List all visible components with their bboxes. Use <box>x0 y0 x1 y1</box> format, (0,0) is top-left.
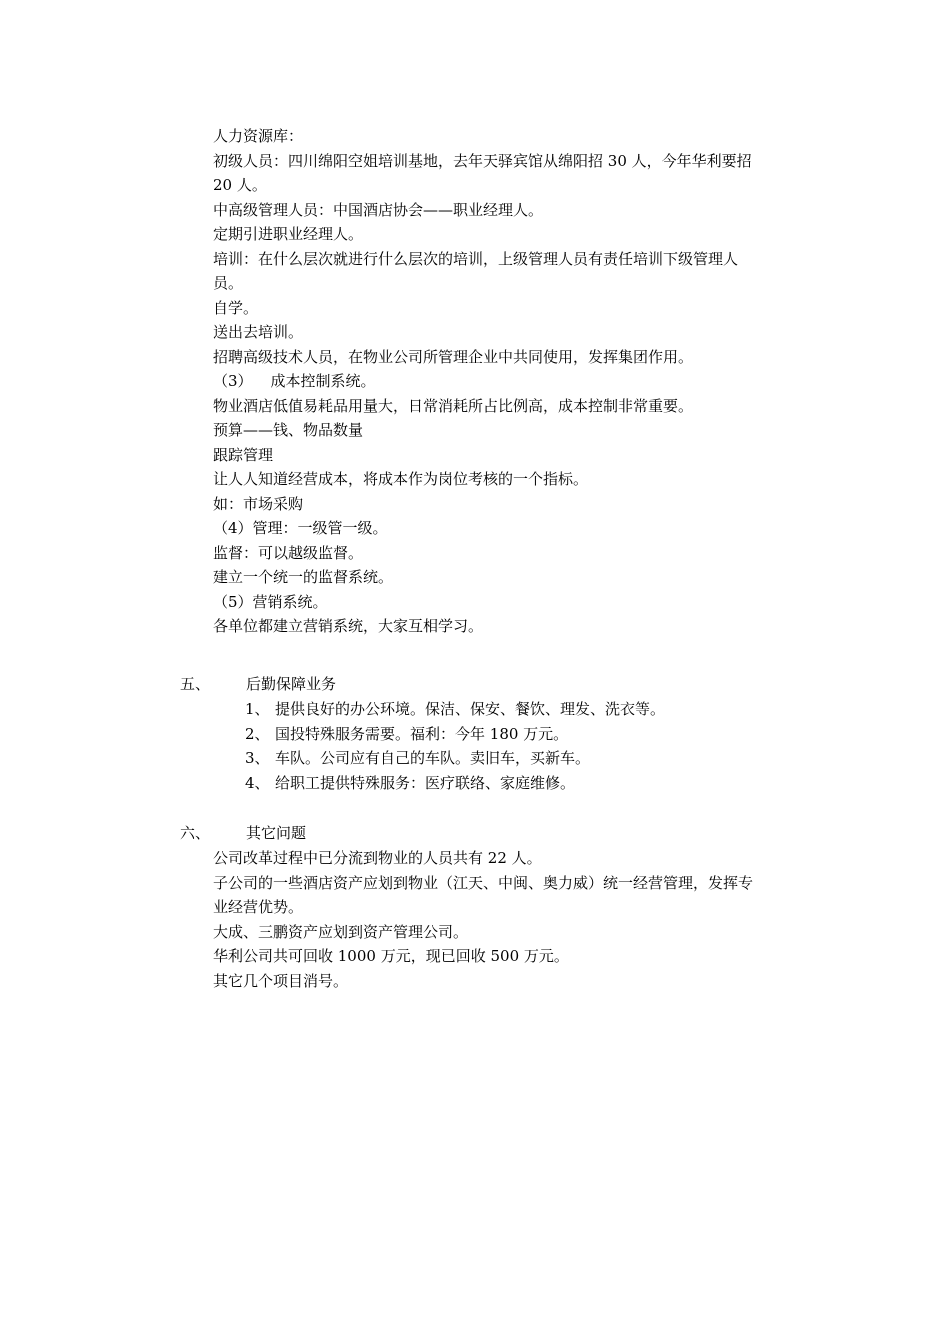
cost-number: （3） <box>213 372 253 390</box>
section6-number: 六、 <box>180 824 211 842</box>
item-number: 4、 <box>245 774 270 792</box>
hr-section <box>213 124 813 639</box>
item-number: 2、 <box>245 725 270 743</box>
cost-heading <box>213 369 813 394</box>
cost-line5: 如：市场采购 <box>213 494 304 513</box>
cost-title: 成本控制系统。 <box>270 372 376 390</box>
cost-line2: 预算——钱、物品数量 <box>213 421 364 439</box>
hr-recruit: 招聘高级技术人员，在物业公司所管理企业中共同使用，发挥集团作用。 <box>213 347 694 366</box>
list-item <box>245 746 590 771</box>
manage-line3: 建立一个统一的监督系统。 <box>213 568 394 586</box>
section6-heading <box>180 821 306 846</box>
section6-line3: 业经营优势。 <box>213 898 304 916</box>
section6-line6: 其它几个项目消号。 <box>213 971 349 990</box>
item-text: 车队。公司应有自己的车队。卖旧车，买新车。 <box>275 749 591 767</box>
item-number: 1、 <box>245 700 270 718</box>
section5-number: 五、 <box>180 675 211 693</box>
cost-line1: 物业酒店低值易耗品用量大，日常消耗所占比例高，成本控制非常重要。 <box>213 396 694 415</box>
hr-training-line1: 培训：在什么层次就进行什么层次的培训，上级管理人员有责任培训下级管理人 <box>213 249 739 268</box>
hr-self-study: 自学。 <box>213 298 259 317</box>
section6-title: 其它问题 <box>246 824 307 842</box>
marketing-line2: 各单位都建立营销系统，大家互相学习。 <box>213 617 484 635</box>
cost-line4: 让人人知道经营成本，将成本作为岗位考核的一个指标。 <box>213 470 589 488</box>
section5-title: 后勤保障业务 <box>246 675 337 693</box>
section6-line5: 华利公司共可回收 1000 万元，现已回收 500 万元。 <box>213 947 569 965</box>
section6-body <box>213 846 813 993</box>
manage-heading: （4）管理：一级管一级。 <box>213 519 388 537</box>
section5-heading <box>180 672 336 697</box>
item-text: 提供良好的办公环境。保洁、保安、餐饮、理发、洗衣等。 <box>275 700 666 718</box>
hr-title: 人力资源库： <box>213 127 304 145</box>
list-item <box>245 722 568 747</box>
hr-send-out: 送出去培训。 <box>213 323 304 341</box>
section6-line4: 大成、三鹏资产应划到资产管理公司。 <box>213 922 469 941</box>
section6-line1: 公司改革过程中已分流到物业的人员共有 22 人。 <box>213 849 542 867</box>
manage-line2: 监督：可以越级监督。 <box>213 543 364 562</box>
cost-line3: 跟踪管理 <box>213 445 274 464</box>
hr-junior-line2: 20 人。 <box>213 176 267 194</box>
list-item <box>245 697 665 722</box>
hr-junior-line1: 初级人员：四川绵阳空姐培训基地，去年天驿宾馆从绵阳招 30 人，今年华利要招 <box>213 151 752 170</box>
item-number: 3、 <box>245 749 270 767</box>
hr-training-line2: 员。 <box>213 274 244 292</box>
marketing-heading: （5）营销系统。 <box>213 592 328 611</box>
list-item <box>245 771 575 796</box>
hr-regular: 定期引进职业经理人。 <box>213 225 364 243</box>
hr-senior: 中高级管理人员：中国酒店协会——职业经理人。 <box>213 200 544 219</box>
item-text: 给职工提供特殊服务：医疗联络、家庭维修。 <box>275 774 576 792</box>
item-text: 国投特殊服务需要。福利：今年 180 万元。 <box>275 725 569 743</box>
section6-line2: 子公司的一些酒店资产应划到物业（江天、中闽、奥力威）统一经营管理，发挥专 <box>213 873 754 892</box>
